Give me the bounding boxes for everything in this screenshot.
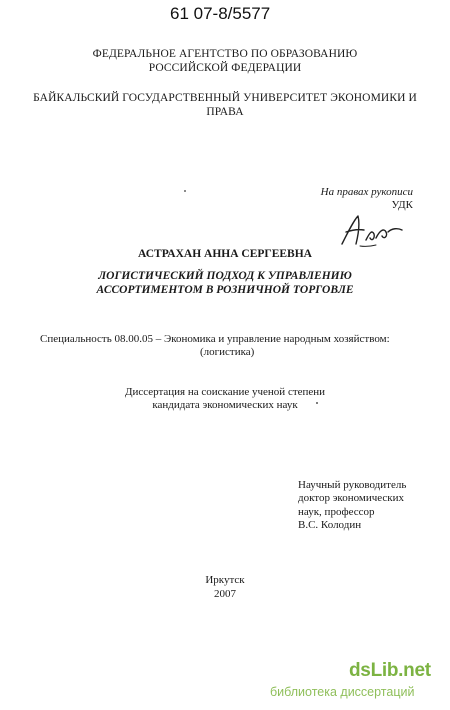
author-signature xyxy=(336,210,406,250)
dslib-logo-tld: .net xyxy=(398,660,431,681)
thesis-title-line-1: ЛОГИСТИЧЕСКИЙ ПОДХОД К УПРАВЛЕНИЮ xyxy=(98,270,352,282)
dissertation-line-2: кандидата экономических наук xyxy=(152,399,298,411)
city: Иркутск xyxy=(205,574,245,586)
thesis-title-line-2: АССОРТИМЕНТОМ В РОЗНИЧНОЙ ТОРГОВЛЕ xyxy=(96,284,354,296)
specialty-line-2: (логистика) xyxy=(200,346,255,358)
dissertation-line-1: Диссертация на соискание ученой степени xyxy=(124,386,326,398)
agency-line-1: ФЕДЕРАЛЬНОЕ АГЕНТСТВО ПО ОБРАЗОВАНИЮ xyxy=(92,48,358,60)
manuscript-rights: На правах рукописи xyxy=(320,186,413,198)
scan-speck xyxy=(184,190,186,192)
dslib-logo[interactable] xyxy=(349,660,431,682)
archive-code: 61 07-8/5577 xyxy=(170,4,271,23)
university-heading xyxy=(0,91,450,119)
place-and-year xyxy=(0,574,450,601)
university-line-2: ПРАВА xyxy=(206,106,244,118)
author-name: АСТРАХАН АННА СЕРГЕЕВНА xyxy=(138,248,312,260)
scan-speck xyxy=(316,402,318,404)
agency-heading xyxy=(0,47,450,75)
year: 2007 xyxy=(214,587,236,600)
specialty-line-1: Специальность 08.00.05 – Экономика и управление народным хозяйством: xyxy=(40,333,390,345)
agency-line-2: РОССИЙСКОЙ ФЕДЕРАЦИИ xyxy=(148,62,302,74)
thesis-title xyxy=(0,269,450,297)
university-line-1: БАЙКАЛЬСКИЙ ГОСУДАРСТВЕННЫЙ УНИВЕРСИТЕТ ЭКОНОМИКИ И xyxy=(33,92,417,104)
advisor-line-2: доктор экономических xyxy=(298,492,405,505)
advisor-line-4: В.С. Колодин xyxy=(298,518,362,531)
dissertation-statement xyxy=(0,386,450,412)
advisor-line-3: наук, профессор xyxy=(298,505,375,518)
dslib-logo-main: dsLib xyxy=(349,660,399,681)
advisor-line-1: Научный руководитель xyxy=(298,479,407,491)
scientific-advisor xyxy=(298,479,406,532)
dslib-subtitle: библиотека диссертаций xyxy=(270,685,415,699)
udk-label: УДК xyxy=(391,199,413,211)
